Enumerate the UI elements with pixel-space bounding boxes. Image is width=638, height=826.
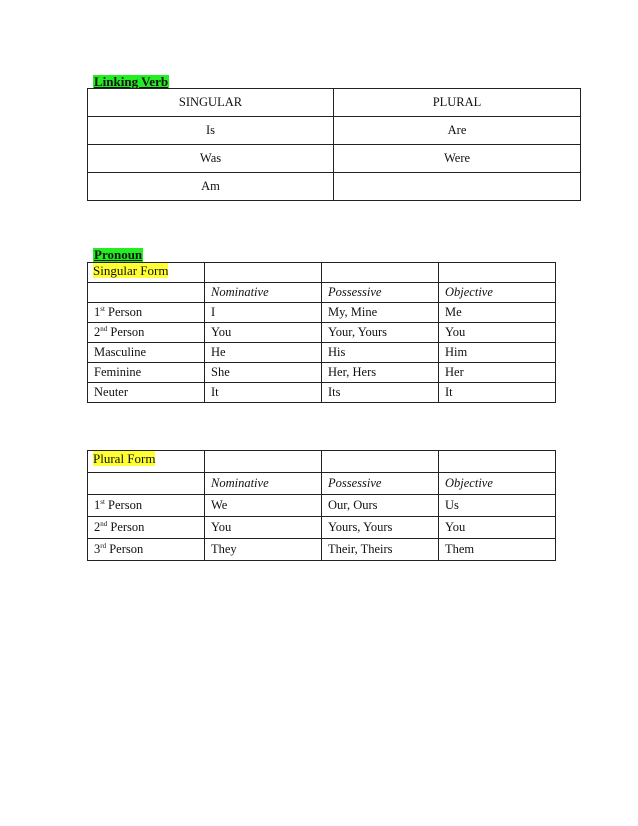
table-row [88,145,581,173]
nominative-cell: She [205,363,322,383]
plural-form-title-cell [88,451,205,473]
objective-cell: Me [439,303,556,323]
possessive-cell: Its [322,383,439,403]
row-label: 1st Person [88,495,205,517]
row-label: 2nd Person [88,517,205,539]
objective-header: Objective [439,283,556,303]
possessive-cell: Yours, Yours [322,517,439,539]
empty-cell [322,451,439,473]
possessive-cell: Our, Ours [322,495,439,517]
table-row [88,173,581,201]
possessive-header: Possessive [322,473,439,495]
empty-cell [322,263,439,283]
empty-cell [205,263,322,283]
singular-form-title: Singular Form [93,263,169,278]
nominative-cell: You [205,323,322,343]
row-label: Neuter [88,383,205,403]
possessive-cell: His [322,343,439,363]
singular-pronoun-table [87,262,556,403]
objective-cell: It [439,383,556,403]
possessive-cell: My, Mine [322,303,439,323]
possessive-cell: Her, Hers [322,363,439,383]
objective-cell: Him [439,343,556,363]
row-label: Feminine [88,363,205,383]
table-row [88,303,556,323]
singular-cell: Was [88,145,334,173]
table-row [88,117,581,145]
table-title-row [88,451,556,473]
nominative-cell: You [205,517,322,539]
singular-form-title-cell [88,263,205,283]
nominative-cell: We [205,495,322,517]
plural-form-title: Plural Form [93,451,156,466]
objective-cell: You [439,323,556,343]
plural-cell [334,173,581,201]
table-row [88,495,556,517]
table-header-row [88,89,581,117]
plural-pronoun-table [87,450,556,561]
table-row [88,343,556,363]
objective-cell: Us [439,495,556,517]
empty-cell [439,451,556,473]
plural-cell: Are [334,117,581,145]
table-row [88,539,556,561]
table-title-row [88,263,556,283]
linking-verb-table [87,88,581,201]
empty-cell [88,283,205,303]
possessive-cell: Your, Yours [322,323,439,343]
objective-cell: Them [439,539,556,561]
nominative-header: Nominative [205,473,322,495]
possessive-header: Possessive [322,283,439,303]
singular-cell: Is [88,117,334,145]
table-row [88,383,556,403]
row-label: 3rd Person [88,539,205,561]
singular-cell: Am [88,173,334,201]
objective-header: Objective [439,473,556,495]
nominative-cell: It [205,383,322,403]
column-header-row [88,283,556,303]
row-label: 1st Person [88,303,205,323]
column-header-row [88,473,556,495]
plural-cell: Were [334,145,581,173]
plural-header: PLURAL [334,89,581,117]
row-label: 2nd Person [88,323,205,343]
empty-cell [439,263,556,283]
nominative-cell: I [205,303,322,323]
singular-header: SINGULAR [88,89,334,117]
table-row [88,323,556,343]
table-row [88,517,556,539]
possessive-cell: Their, Theirs [322,539,439,561]
linking-verb-heading: Linking Verb [94,74,169,89]
objective-cell: You [439,517,556,539]
pronoun-heading: Pronoun [94,247,143,262]
nominative-header: Nominative [205,283,322,303]
empty-cell [205,451,322,473]
row-label: Masculine [88,343,205,363]
table-row [88,363,556,383]
empty-cell [88,473,205,495]
objective-cell: Her [439,363,556,383]
nominative-cell: He [205,343,322,363]
nominative-cell: They [205,539,322,561]
